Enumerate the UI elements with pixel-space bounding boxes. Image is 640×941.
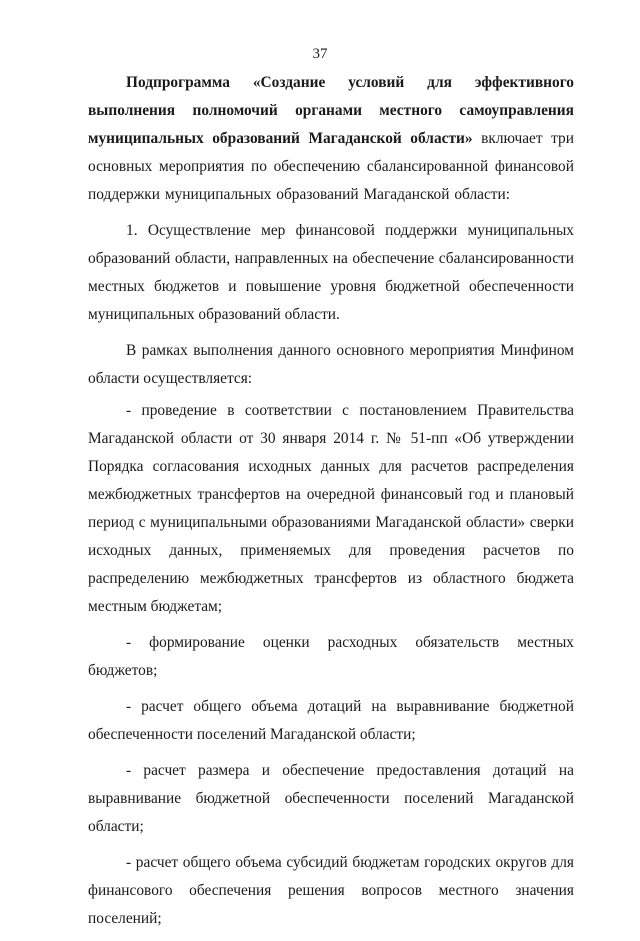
document-body [88,69,574,941]
intro-text: включает три основных мероприятия по обеспечению сбалансированной финансовой поддержки муниципальных образований Магаданской области: [88,130,574,203]
list-item-expenditure-assessment: - формирование оценки расходных обязательств местных бюджетов; [88,634,574,679]
list-item-reconciliation: - проведение в соответствии с постановлением Правительства Магаданской области от 30 января 2014 г. № 51-пп «Об утверждении Порядка согласования исходных данных для расчетов распределения межбюджетных трансфертов на очередной финансовый год и плановый период с муниципальными образованиями Магаданской области» сверки исходных данных, применяемых для проведения расчетов по распределению межбюджетных трансфертов из областного бюджета местным бюджетам; [88,402,574,615]
list-item-urban-district-subsidies: - расчет общего объема субсидий бюджетам городских округов для финансового обеспечения решения вопросов местного значения поселений; [88,854,574,927]
list-item-subsidy-provision: - расчет размера и обеспечение предоставления дотаций на выравнивание бюджетной обеспеченности поселений Магаданской области; [88,762,574,835]
subprogram-title: Подпрограмма «Создание условий для эффективного выполнения полномочий органами местного самоуправления муниципальных образований Магаданской области» [88,74,574,147]
intro-paragraph [88,69,574,209]
list-item-subsidy-volume: - расчет общего объема дотаций на выравнивание бюджетной обеспеченности поселений Магаданской области; [88,698,574,743]
within-framework-paragraph: В рамках выполнения данного основного мероприятия Минфином области осуществляется: [88,342,574,387]
measure-item-1: 1. Осуществление мер финансовой поддержки муниципальных образований области, направленных на обеспечение сбалансированности местных бюджетов и повышение уровня бюджетной обеспеченности муниципальных образований области. [88,222,574,323]
page-number: 37 [312,46,328,62]
